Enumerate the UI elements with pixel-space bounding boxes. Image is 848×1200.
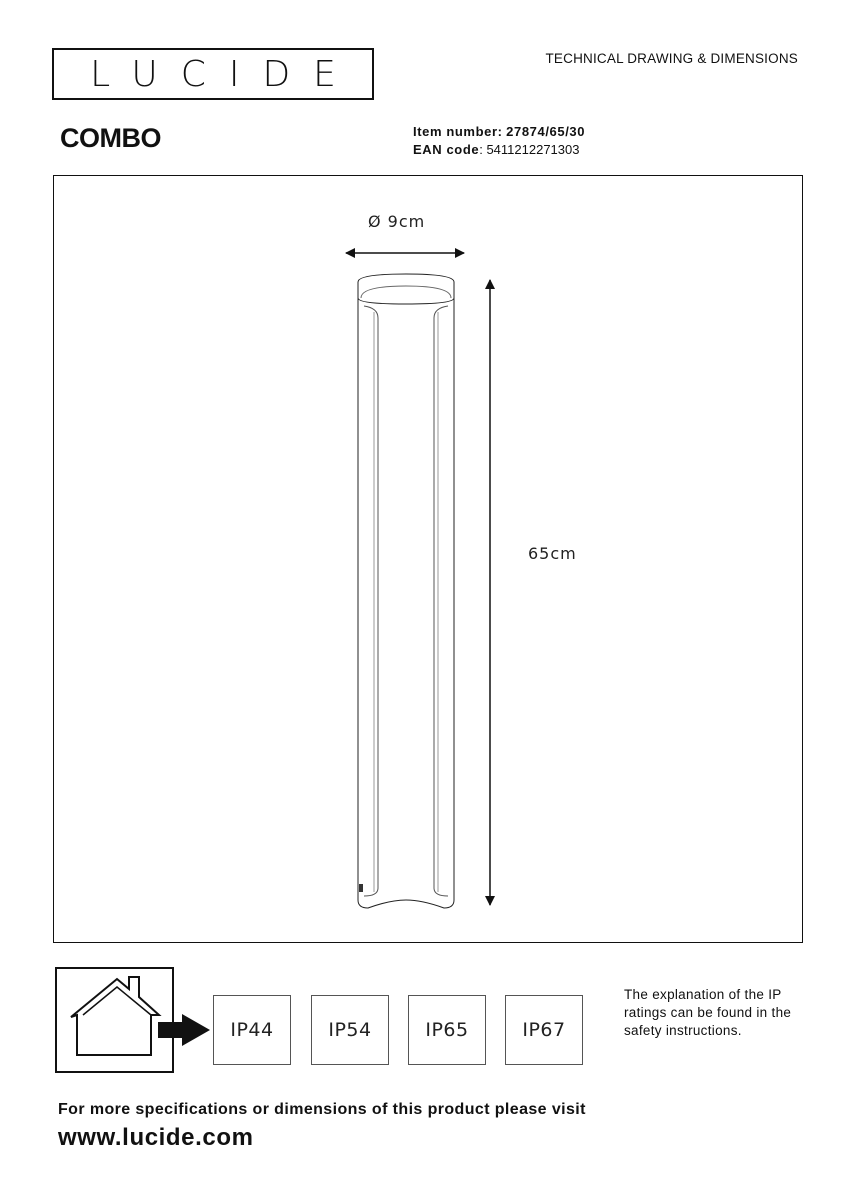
arrow-right-icon <box>158 1010 218 1050</box>
ip-rating-badge: IP44 <box>213 995 291 1065</box>
item-number-label: Item number: <box>413 124 503 139</box>
document-type: TECHNICAL DRAWING & DIMENSIONS <box>545 51 798 66</box>
product-name: COMBO <box>60 123 161 153</box>
bollard-lamp <box>358 274 454 908</box>
ean-code: 5411212271303 <box>486 142 580 157</box>
website-link[interactable]: www.lucide.com <box>58 1124 254 1151</box>
ean-row: EAN code: 5411212271303 <box>413 142 580 157</box>
height-label: 65cm <box>528 544 577 563</box>
ean-label: EAN code <box>413 142 480 157</box>
ip-rating-badge: IP54 <box>311 995 389 1065</box>
brand-logo: LUCIDE <box>90 53 359 95</box>
ip-rating-badge: IP67 <box>505 995 583 1065</box>
ip-rating-badge: IP65 <box>408 995 486 1065</box>
footer-text: For more specifications or dimensions of this product please visit <box>58 1101 586 1118</box>
ip-note: The explanation of the IP ratings can be found in the safety instructions. <box>624 987 792 1038</box>
diameter-label: Ø 9cm <box>368 212 426 231</box>
item-number: 27874/65/30 <box>506 124 586 139</box>
